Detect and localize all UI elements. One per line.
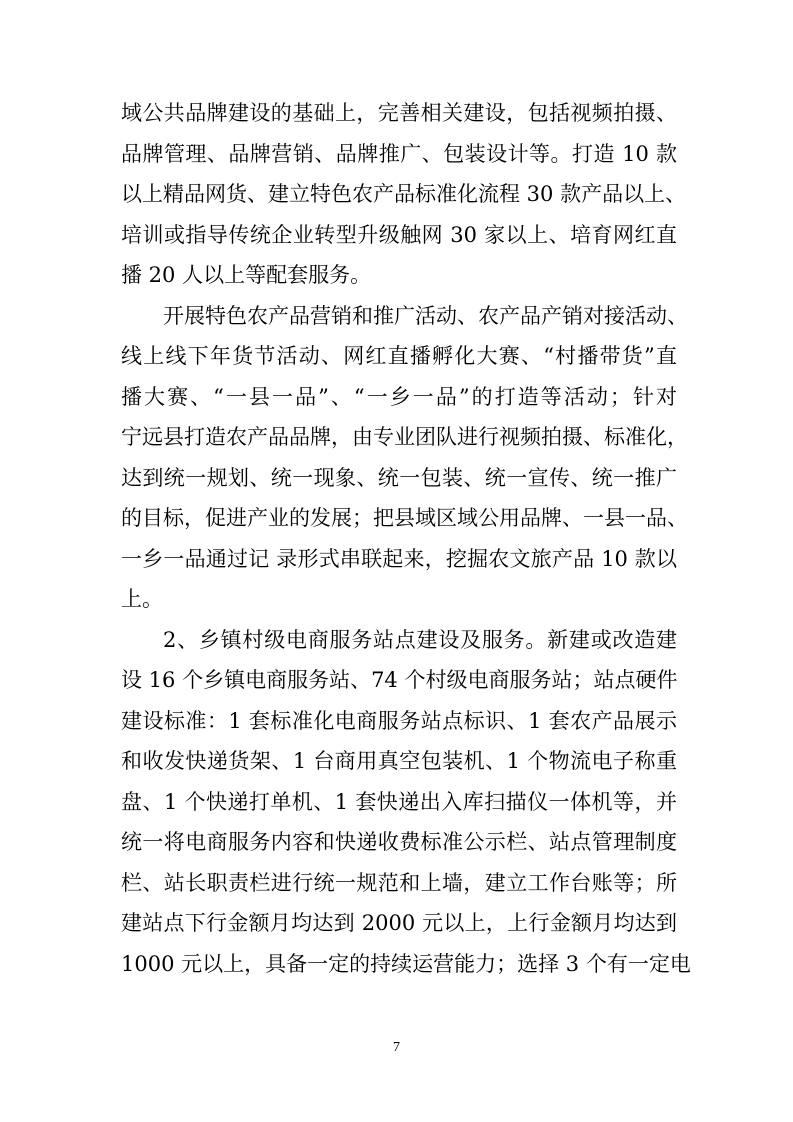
text-line: 和收发快递货架、1 台商用真空包装机、1 个物流电子称重 [121, 749, 677, 773]
text-line: 1000 元以上，具备一定的持续运营能力；选择 3 个有一定电 [121, 951, 691, 976]
text-line: 宁远县打造农产品品牌，由专业团队进行视频拍摄、标准化， [121, 425, 688, 449]
text-line: 设 16 个乡镇电商服务站、74 个村级电商服务站；站点硬件 [121, 668, 678, 692]
text-line: 达到统一规划、统一现象、统一包装、统一宣传、统一推广 [121, 465, 677, 490]
paragraph-1 [121, 93, 687, 296]
text-line: 一乡一品通过记 录形式串联起来，挖掘农文旅产品 10 款以 [121, 546, 677, 571]
text-line: 以上精品网货、建立特色农产品标准化流程 30 款产品以上、 [121, 182, 687, 206]
body-text [121, 93, 691, 984]
text-line: 上。 [121, 587, 163, 611]
text-line: 线上线下年货节活动、网红直播孵化大赛、“村播带货”直 [121, 344, 677, 368]
text-line: 开展特色农产品营销和推广活动、农产品产销对接活动、 [163, 303, 688, 328]
text-line: 播 20 人以上等配套服务。 [121, 263, 372, 287]
text-line: 建站点下行金额月均达到 2000 元以上，上行金额月均达到 [121, 911, 677, 935]
text-line: 品牌管理、品牌营销、品牌推广、包装设计等。打造 10 款 [121, 141, 677, 166]
text-line: 的目标，促进产业的发展；把县域区域公用品牌、一县一品、 [121, 506, 688, 530]
paragraph-3 [121, 620, 691, 985]
text-line: 盘、1 个快递打单机、1 套快递出入库扫描仪一体机等，并 [121, 789, 677, 814]
text-line: 统一将电商服务内容和快递收费标准公示栏、站点管理制度 [121, 830, 677, 854]
text-line: 域公共品牌建设的基础上，完善相关建设，包括视频拍摄、 [121, 101, 677, 125]
page-number: 7 [393, 1040, 400, 1055]
text-line: 播大赛、“一县一品”、“一乡一品”的打造等活动；针对 [121, 384, 677, 409]
paragraph-2 [121, 296, 688, 620]
text-line: 培训或指导传统企业转型升级触网 30 家以上、培育网红直 [121, 222, 677, 247]
text-line: 建设标准：1 套标准化电商服务站点标识、1 套农产品展示 [121, 708, 677, 733]
text-line: 栏、站长职责栏进行统一规范和上墙，建立工作台账等；所 [121, 870, 677, 895]
text-line: 2、乡镇村级电商服务站点建设及服务。新建或改造建 [163, 627, 677, 652]
